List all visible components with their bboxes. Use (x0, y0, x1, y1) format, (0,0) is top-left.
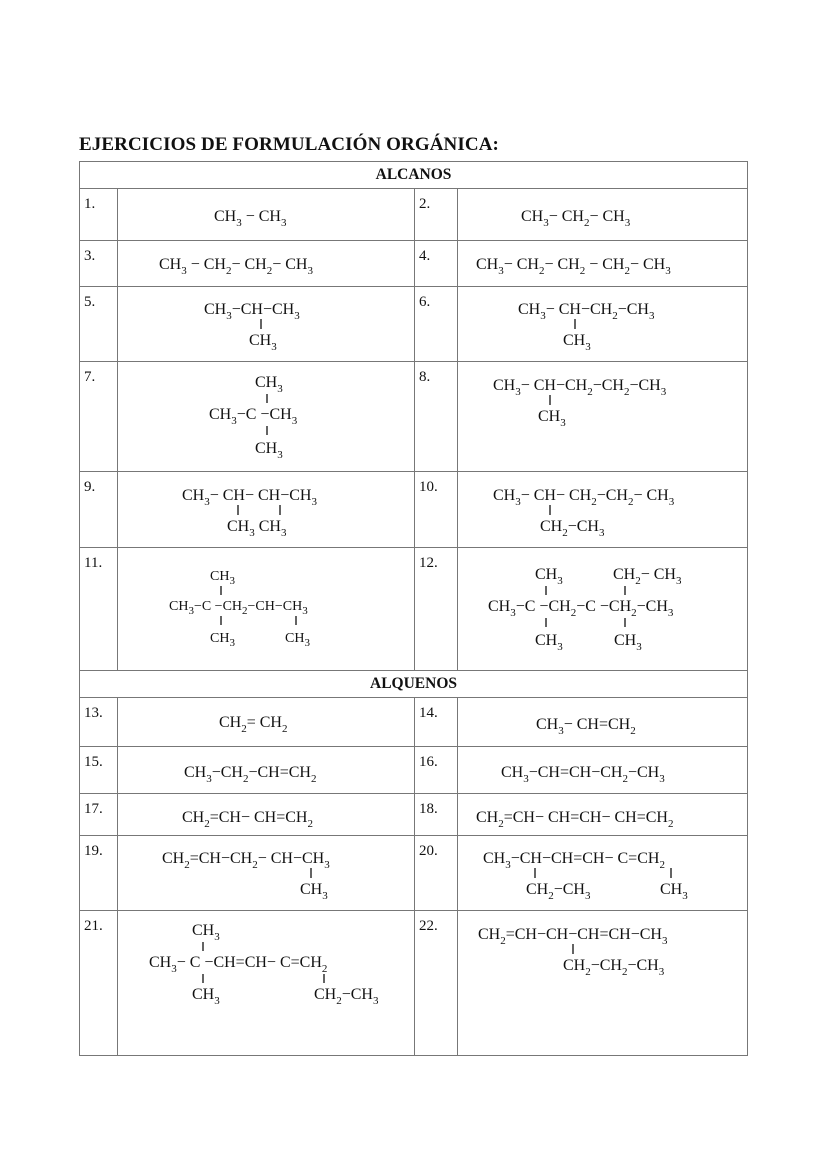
svg-text:CH3 CH3: $CH_3$ $CH_3$ (226, 517, 286, 539)
structural-formula (515, 294, 690, 354)
structural-formula (201, 294, 331, 354)
structural-formula (156, 249, 376, 279)
structural-formula (473, 800, 733, 830)
svg-text:CH3− CH−CH2−CH2−CH3: $CH_3- CH-CH_2-CH_2-CH_3$ (493, 377, 667, 398)
exercise-number: 20. (415, 836, 458, 911)
exercise-number: 10. (415, 472, 458, 548)
exercise-formula-21 (118, 911, 415, 1056)
exercise-formula-15 (118, 747, 415, 794)
structural-formula (475, 919, 730, 979)
svg-text:CH2−CH2−CH3: $CH_2-CH_2-CH_3$ (563, 957, 665, 978)
page-title: EJERCICIOS DE FORMULACIÓN ORGÁNICA: (79, 134, 499, 155)
exercise-formula-11 (118, 548, 415, 671)
exercise-number: 13. (80, 698, 118, 747)
svg-text:CH3: $CH_3$ (614, 632, 642, 653)
svg-text:CH3− CH2− CH3: $CH_3- CH_2- CH_3$ (520, 207, 630, 229)
exercise-number: 9. (80, 472, 118, 548)
exercise-number: 2. (415, 189, 458, 241)
exercise-formula-19 (118, 836, 415, 911)
svg-text:CH2−CH3: $CH_2-CH_3$ (526, 881, 591, 902)
svg-text:CH3: $CH_3$ (255, 373, 283, 395)
svg-text:CH3− CH=CH2: $CH_3- CH=CH_2$ (535, 716, 636, 737)
exercise-number: 11. (80, 548, 118, 671)
svg-text:CH2= CH2: $CH_2= CH_2$ (219, 714, 288, 735)
structural-formula (518, 200, 688, 230)
svg-text:CH2=CH− CH=CH− CH=CH2: $CH_2=CH- CH=CH- CH=CH_2$ (475, 808, 673, 830)
structural-formula (533, 707, 673, 737)
exercise-number: 16. (415, 747, 458, 794)
svg-text:CH3: $CH_3$ (255, 439, 283, 461)
svg-text:CH3: $CH_3$ (538, 408, 566, 429)
exercise-formula-5 (118, 287, 415, 362)
exercise-formula-12 (458, 548, 748, 671)
structural-formula (146, 919, 386, 1011)
svg-text:CH3−CH=CH−CH2−CH3: $CH_3-CH=CH-CH_2-CH_3$ (500, 764, 665, 785)
svg-text:CH3: $CH_3$ (285, 631, 310, 649)
exercise-formula-6 (458, 287, 748, 362)
structural-formula (485, 563, 720, 655)
svg-text:CH3− CH2− CH2 − CH2− CH3: $CH_3- CH_2- CH_2 - CH_2- CH_3$ (475, 255, 671, 277)
section-header-alcanos: ALCANOS (80, 162, 748, 189)
exercise-number: 22. (415, 911, 458, 1056)
svg-text:CH3−CH−CH=CH− C=CH2: $CH_3-CH-CH=CH- C=CH_2$ (483, 850, 665, 871)
exercise-number: 14. (415, 698, 458, 747)
exercise-formula-13 (118, 698, 415, 747)
svg-text:CH3− C −CH=CH− C=CH2: $CH_3- C -CH=CH- C=CH_2$ (149, 954, 328, 975)
svg-text:CH2−CH3: $CH_2-CH_3$ (540, 517, 605, 539)
svg-text:CH2− CH3: $CH_2- CH_3$ (613, 566, 682, 587)
svg-text:CH3: $CH_3$ (249, 332, 277, 353)
exercise-number: 15. (80, 747, 118, 794)
exercise-formula-22 (458, 911, 748, 1056)
svg-text:CH2=CH−CH2− CH−CH3: $CH_2=CH-CH_2- CH-CH_3$ (161, 850, 330, 871)
exercise-formula-18 (458, 794, 748, 836)
structural-formula (498, 755, 708, 785)
svg-text:CH3: $CH_3$ (535, 566, 563, 587)
structural-formula (216, 707, 316, 737)
svg-text:CH3: $CH_3$ (210, 631, 235, 649)
exercise-number: 8. (415, 362, 458, 472)
structural-formula (206, 371, 326, 463)
svg-text:CH3−C −CH2−C −CH2−CH3: $CH_3-C -CH_2-C -CH_2-CH_3$ (488, 598, 674, 619)
svg-text:CH3: $CH_3$ (660, 881, 688, 902)
svg-text:CH3: $CH_3$ (192, 986, 220, 1007)
section-header-alquenos: ALQUENOS (80, 671, 748, 698)
exercise-formula-8 (458, 362, 748, 472)
exercise-number: 19. (80, 836, 118, 911)
exercise-formula-1 (118, 189, 415, 241)
svg-text:CH3− CH− CH−CH3: $CH_3- CH- CH-CH_3$ (181, 486, 317, 508)
structural-formula (211, 200, 321, 230)
svg-text:CH3− CH− CH2−CH2− CH3: $CH_3- CH- CH_2-CH_2- CH_3$ (493, 486, 675, 508)
svg-text:CH3−C −CH3: $CH_3-C -CH_3$ (209, 405, 298, 427)
structural-formula (179, 480, 354, 540)
structural-formula (490, 370, 715, 430)
svg-text:CH3 − CH2− CH2− CH3: $CH_3 - CH_2- CH_2- CH_3$ (159, 255, 313, 277)
svg-text:CH2−CH3: $CH_2-CH_3$ (314, 986, 379, 1007)
svg-text:CH3: $CH_3$ (299, 881, 328, 902)
svg-text:CH3−C −CH2−CH−CH3: $CH_3-C -CH_2-CH-CH_3$ (169, 599, 308, 617)
exercises-table (79, 161, 748, 1056)
exercise-number: 7. (80, 362, 118, 472)
exercise-number: 4. (415, 241, 458, 287)
exercise-formula-3 (118, 241, 415, 287)
svg-text:CH2=CH−CH−CH=CH−CH3: $CH_2=CH-CH-CH=CH-CH_3$ (478, 926, 668, 947)
exercise-number: 21. (80, 911, 118, 1056)
structural-formula (159, 843, 374, 903)
exercise-formula-9 (118, 472, 415, 548)
exercise-formula-10 (458, 472, 748, 548)
svg-text:CH2=CH− CH=CH2: $CH_2=CH- CH=CH_2$ (181, 808, 313, 830)
svg-text:CH3 − CH3: $CH_3 - CH_3$ (214, 207, 287, 229)
exercise-formula-17 (118, 794, 415, 836)
exercise-number: 18. (415, 794, 458, 836)
exercise-formula-2 (458, 189, 748, 241)
exercise-number: 1. (80, 189, 118, 241)
structural-formula (480, 843, 725, 903)
exercise-formula-4 (458, 241, 748, 287)
svg-text:CH3: $CH_3$ (563, 332, 591, 353)
structural-formula (181, 755, 351, 785)
exercise-number: 12. (415, 548, 458, 671)
svg-text:CH3: $CH_3$ (535, 632, 563, 653)
exercise-formula-16 (458, 747, 748, 794)
svg-text:CH3: $CH_3$ (192, 922, 220, 943)
svg-text:CH3− CH−CH2−CH3: $CH_3- CH-CH_2-CH_3$ (518, 301, 655, 322)
exercise-formula-7 (118, 362, 415, 472)
svg-text:CH3−CH−CH3: $CH_3-CH-CH_3$ (204, 301, 300, 322)
exercise-number: 6. (415, 287, 458, 362)
structural-formula (179, 800, 354, 830)
exercise-number: 3. (80, 241, 118, 287)
exercise-number: 5. (80, 287, 118, 362)
exercise-formula-14 (458, 698, 748, 747)
svg-text:CH3: $CH_3$ (210, 569, 235, 587)
exercise-number: 17. (80, 794, 118, 836)
exercise-formula-20 (458, 836, 748, 911)
structural-formula (166, 564, 366, 654)
structural-formula (490, 480, 715, 540)
svg-text:CH3−CH2−CH=CH2: $CH_3-CH_2-CH=CH_2$ (184, 764, 317, 785)
structural-formula (473, 249, 733, 279)
